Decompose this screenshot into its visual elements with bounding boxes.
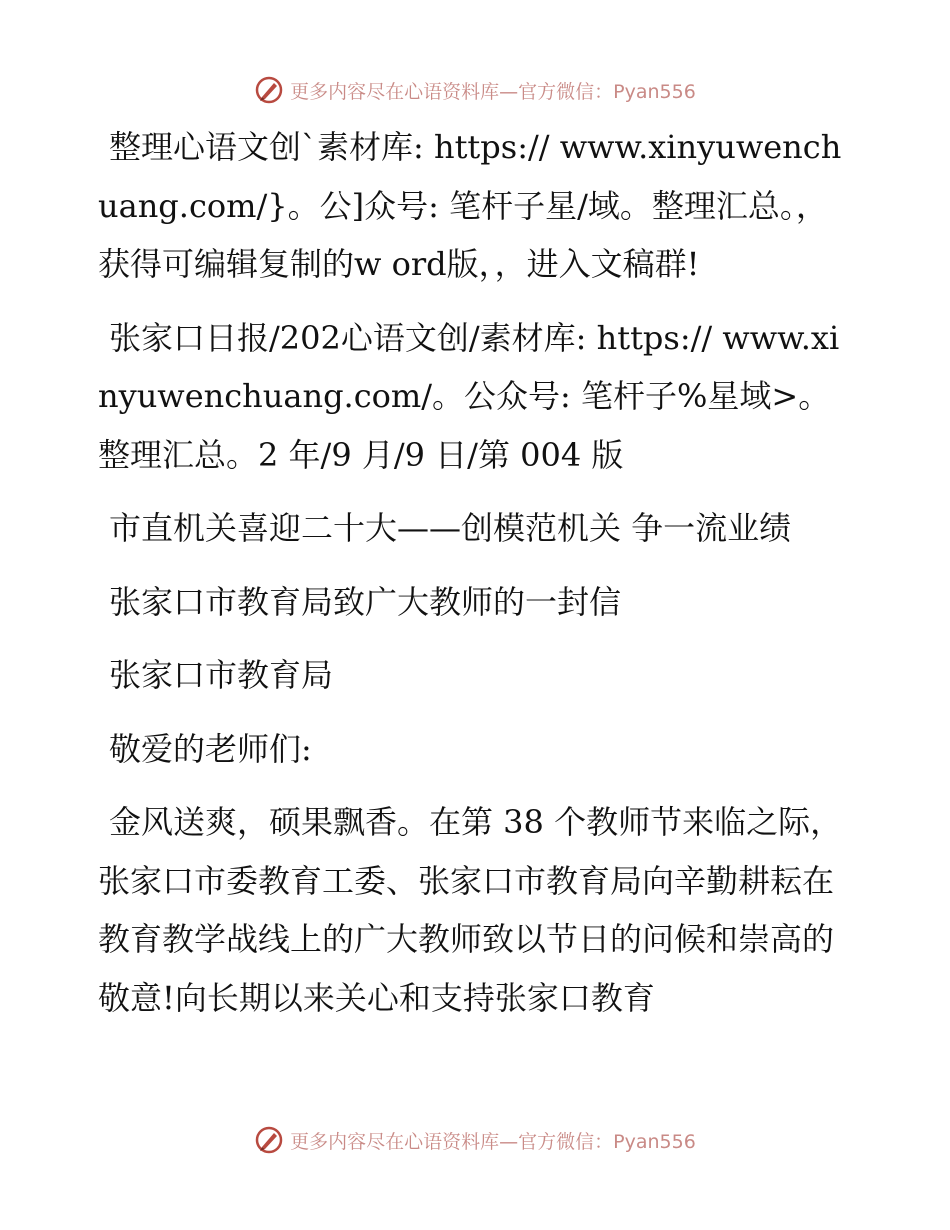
- document-body: [98, 118, 858, 1042]
- pen-logo-icon: [254, 75, 284, 105]
- pen-logo-icon: [254, 1125, 284, 1155]
- letter-salutation: 敬爱的老师们:: [109, 729, 312, 768]
- header-banner: [0, 70, 950, 110]
- paragraph-source: 张家口日报/202心语文创/素材库: https:// www.xinyuwenchuang.com/。公众号: 笔杆子%星域>。整理汇总。2 年/9 月/9 日/第 004 版: [98, 318, 840, 474]
- banner-text: 更多内容尽在心语资料库—官方微信：Pyan556: [290, 1130, 696, 1153]
- letter-body: 金风送爽，硕果飘香。在第 38 个教师节来临之际，张家口市委教育工委、张家口市教育局向辛勤耕耘在教育教学战线上的广大教师致以节日的问候和崇高的敬意!向长期以来关心和支持张家口教育: [98, 803, 843, 1017]
- footer-banner: [0, 1120, 950, 1160]
- letter-title: 张家口市教育局致广大教师的一封信: [109, 582, 622, 621]
- paragraph-column-title: 市直机关喜迎二十大——创模范机关 争一流业绩: [109, 509, 792, 547]
- banner-text: 更多内容尽在心语资料库—官方微信：Pyan556: [290, 80, 696, 103]
- paragraph-intro: 整理心语文创`素材库: https:// www.xinyuwenchuang.com/}。公]众号: 笔杆子星/域。整理汇总。，获得可编辑复制的w ord版，，进入文稿群!: [98, 128, 842, 283]
- letter-author: 张家口市教育局: [109, 656, 334, 694]
